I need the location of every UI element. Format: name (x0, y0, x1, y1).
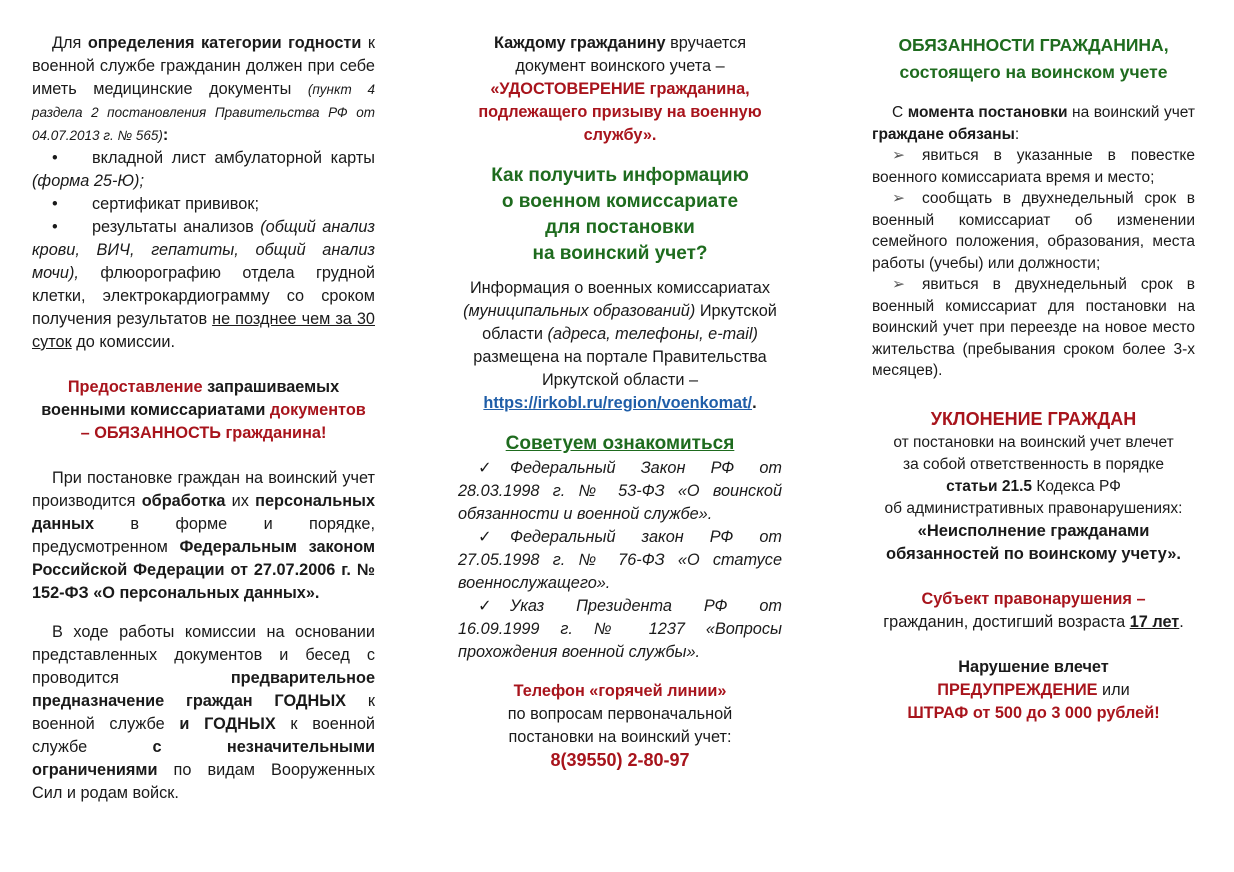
offense-subject: Субъект правонарушения – гражданин, достигший возраста 17 лет. (883, 589, 1184, 631)
list-item: ✓ Федеральный Закон РФ от 28.03.1998 г. № 53-ФЗ «О воинской обязанности и военной службе». (458, 459, 782, 523)
checkmark-icon: ✓ (478, 459, 492, 477)
bullet-icon: • (52, 149, 58, 167)
hotline-phone: 8(39550) 2-80-97 (550, 750, 690, 770)
penalty-block: Нарушение влечет ПРЕДУПРЕЖДЕНИЕ или ШТРАФ от 500 до 3 000 рублей! (907, 657, 1160, 722)
column-obligations (872, 32, 1195, 725)
certificate-intro: Каждому гражданину вручается документ воинского учета – «УДОСТОВЕРЕНИЕ гражданина, подлежащего призыву на военную службу». (478, 34, 762, 144)
voenkomat-link[interactable]: https://irkobl.ru/region/voenkomat/ (483, 394, 753, 412)
list-item: ➢ явиться в двухнедельный срок в военный комиссариат для постановки на воинский учет при переезде на новое место жительства (пребывания сроком более 3-х месяцев). (872, 276, 1195, 379)
list-item: ✓ Федеральный закон РФ от 27.05.1998 г. № 76-ФЗ «О статусе военнослужащего». (458, 528, 782, 592)
legal-reference: (пункт 4 раздела 2 постановления Правительства РФ от 04.07.2013 г. № 565) (32, 82, 375, 143)
list-item: ✓ Указ Президента РФ от 16.09.1999 г. № 1237 «Вопросы прохождения военной службы». (458, 597, 782, 661)
arrow-bullet-icon: ➢ (892, 276, 905, 293)
column-medical-documents (32, 32, 375, 805)
medical-docs-paragraph: Для определения категории годности к военной службе гражданин должен при себе иметь медицинские документы (пункт 4 раздела 2 постановления Правительства РФ от 04.07.2013 г. № 565): (32, 34, 375, 144)
checkmark-icon: ✓ (478, 528, 492, 546)
personal-data-paragraph: При постановке граждан на воинский учет производится обработка их персональных данных в форме и порядке, предусмотренном Федеральным законом Российской Федерации от 27.07.2006 г. № 152-ФЗ «О персональных данных». (32, 469, 375, 602)
column-information (458, 32, 782, 773)
documents-obligation-notice: Предоставление запрашиваемых военными комиссариатами документов – ОБЯЗАННОСТЬ гражданина! (41, 378, 366, 442)
list-item: ➢ сообщать в двухнедельный срок в военный комиссариат об изменении семейного положения, образования, места работы (учебы) или должности; (872, 190, 1195, 272)
obligations-heading: ОБЯЗАННОСТИ ГРАЖДАНИНА, состоящего на воинском учете (898, 35, 1169, 82)
commission-paragraph: В ходе работы комиссии на основании представленных документов и бесед с проводится предварительное предназначение граждан ГОДНЫХ к военной службе и ГОДНЫХ к военной службе с незначительными ограничениями по видам Вооруженных Сил и родам войск. (32, 623, 375, 802)
commissariat-info: Информация о военных комиссариатах (муниципальных образований) Иркутской области (адреса, телефоны, e-mail) размещена на портале Правительства Иркутской области – https://irkobl.ru/region/voenkomat/. (463, 279, 777, 412)
list-item: • результаты анализов (общий анализ крови, ВИЧ, гепатиты, общий анализ мочи), флюорографию отдела грудной клетки, электрокардиограмму со сроком получения результатов не позднее чем за 30 суток до комиссии. (32, 218, 375, 351)
arrow-bullet-icon: ➢ (892, 147, 905, 164)
evasion-block: УКЛОНЕНИЕ ГРАЖДАН от постановки на воинский учет влечет за собой ответственность в порядке статьи 21.5 Кодекса РФ об административных правонарушениях: «Неисполнение гражданами обязанностей по воинскому учету». (884, 408, 1183, 563)
list-item: ➢ явиться в указанные в повестке военного комиссариата время и место; (872, 147, 1195, 186)
list-item: • вкладной лист амбулаторной карты (форма 25-Ю); (32, 149, 375, 190)
obligations-intro: С момента постановки на воинский учет граждане обязаны: (872, 104, 1195, 143)
checkmark-icon: ✓ (478, 597, 492, 615)
list-item: • сертификат прививок; (32, 193, 375, 216)
arrow-bullet-icon: ➢ (892, 190, 905, 207)
bullet-icon: • (52, 195, 58, 213)
hotline-block: Телефон «горячей линии» по вопросам первоначальной постановки на воинский учет: 8(39550) 2-80-97 (507, 682, 733, 770)
how-to-get-info-heading: Как получить информацию о военном комиссариате для постановки на воинский учет? (491, 165, 749, 264)
bullet-icon: • (52, 218, 58, 236)
recommend-heading: Советуем ознакомиться (505, 433, 735, 454)
